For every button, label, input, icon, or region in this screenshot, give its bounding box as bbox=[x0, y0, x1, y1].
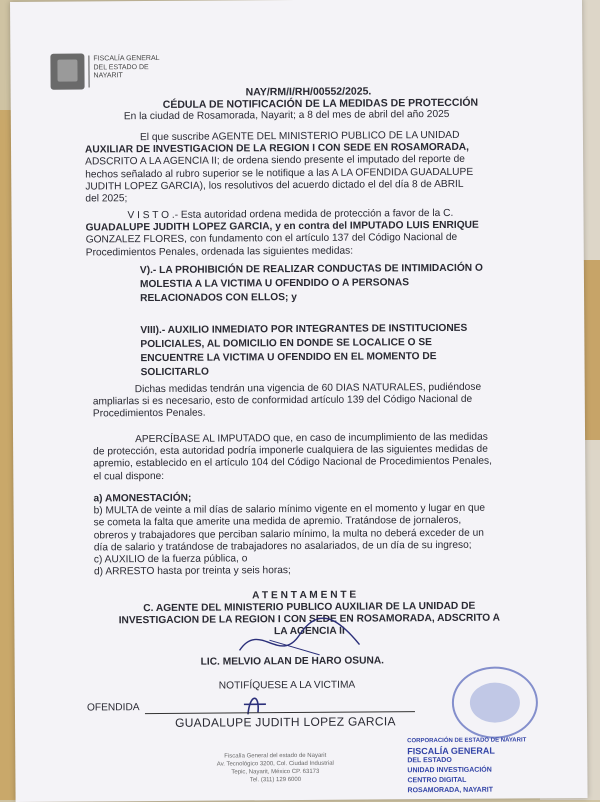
measure-viii bbox=[140, 321, 515, 380]
stamp-text bbox=[407, 735, 557, 796]
warning-line: APERCÍBASE AL IMPUTADO que, en caso de incumplimiento de las medidas bbox=[135, 431, 488, 446]
validity-line: ampliarlas si es necesario, esto de conformidad artículo 139 del Código Nacional de bbox=[92, 393, 473, 408]
intro-line: del 2025; bbox=[85, 193, 128, 205]
intro-line: JUDITH LOPEZ GARCIA), los resolutivos del acuerdo dictado el del día 8 de ABRIL bbox=[85, 178, 464, 193]
ofendida-name: GUADALUPE JUDITH LOPEZ GARCIA bbox=[174, 714, 396, 730]
list-item: obreros y trabajadores que perciban salario mínimo, la multa no deberá exceder de un bbox=[93, 527, 484, 542]
sanctions-list bbox=[93, 490, 524, 578]
seal-icon bbox=[50, 53, 84, 89]
logo-text bbox=[93, 55, 183, 81]
measure-v-line: V).- LA PROHIBICIÓN DE REALIZAR CONDUCTAS DE INTIMIDACIÓN O bbox=[139, 262, 483, 277]
footer-line: Tel. (311) 129 6000 bbox=[249, 776, 302, 784]
measure-v-line: MOLESTIA A LA VICTIMA U OFENDIDO O A PERSONAS bbox=[139, 277, 410, 291]
fiscalia-logo bbox=[50, 53, 190, 94]
stamp-line: ROSAMORADA, NAYARIT bbox=[407, 786, 493, 795]
visto-line: GONZALEZ FLORES, con fundamento con el artículo 137 del Código Nacional de bbox=[85, 232, 458, 246]
stamp-line: UNIDAD INVESTIGACIÓN bbox=[407, 766, 492, 775]
measure-viii-line: SOLICITARLO bbox=[140, 366, 209, 379]
victim-signature bbox=[240, 688, 270, 718]
footer-line: Av. Tecnológico 3200, Col. Ciudad Industrial bbox=[216, 760, 334, 768]
stamp-line: DEL ESTADO bbox=[407, 756, 452, 765]
place-date: En la ciudad de Rosamorada, Nayarit; a 8 del mes de abril del año 2025 bbox=[123, 108, 450, 123]
list-item: c) AUXILIO de la fuerza pública, o bbox=[93, 553, 248, 566]
logo-line: NAYARIT bbox=[93, 72, 123, 80]
warning-line: el cual dispone: bbox=[93, 470, 165, 483]
visto-paragraph bbox=[85, 207, 515, 259]
measure-v-line: RELACIONADOS CON ELLOS; y bbox=[140, 292, 297, 305]
authority-line: INVESTIGACION DE LA REGION I CON SEDE EN ROSAMORADA, ADSCRITO A bbox=[118, 612, 501, 627]
footer-line: Tepic, Nayarit, México CP. 63173 bbox=[231, 768, 320, 776]
footer-line: Fiscalía General del estado de Nayarit bbox=[224, 752, 327, 760]
visto-line: Procedimientos Penales, ordenada las siguientes medidas: bbox=[85, 245, 354, 259]
warning-paragraph bbox=[93, 431, 523, 483]
document-body bbox=[10, 0, 582, 795]
intro-line: AUXILIAR DE INVESTIGACION DE LA REGION I CON SEDE EN ROSAMORADA, bbox=[85, 141, 470, 156]
logo-line: FISCALÍA GENERAL bbox=[93, 54, 160, 63]
footer-address bbox=[205, 752, 345, 785]
stamp-line: CENTRO DIGITAL bbox=[407, 776, 467, 785]
authority-line: C. AGENTE DEL MINISTERIO PUBLICO AUXILIAR DE LA UNIDAD DE bbox=[143, 600, 476, 615]
stamp-seal-icon bbox=[470, 682, 520, 722]
intro-paragraph bbox=[85, 129, 516, 205]
signer-name: LIC. MELVIO ALAN DE HARO OSUNA. bbox=[200, 655, 385, 668]
document-title: CÉDULA DE NOTIFICACIÓN DE LA MEDIDAS DE PROTECCIÓN bbox=[162, 96, 479, 111]
notify-label: NOTIFÍQUESE A LA VICTIMA bbox=[218, 679, 356, 692]
stamp-line: CORPORACIÓN DE ESTADO DE NAYARIT bbox=[407, 737, 527, 745]
warning-line: apremio, establecido en el artículo 104 del Código Nacional de Procedimientos Penales, bbox=[93, 456, 492, 470]
validity-line: Dichas medidas tendrán una vigencia de 60 DIAS NATURALES, pudiéndose bbox=[134, 381, 482, 396]
list-item: se cometa la falta que amerite una medida de apremio. Tratándose de jornaleros, bbox=[93, 515, 462, 529]
official-stamp bbox=[452, 666, 539, 739]
stamp-line: FISCALÍA GENERAL bbox=[407, 745, 495, 757]
ofendida-label: OFENDIDA bbox=[86, 702, 140, 714]
measure-viii-line: VIII).- AUXILIO INMEDIATO POR INTEGRANTES DE INSTITUCIONES bbox=[140, 322, 468, 337]
logo-divider bbox=[88, 55, 89, 87]
visto-line: GUADALUPE JUDITH LOPEZ GARCIA, y en contra del IMPUTADO LUIS ENRIQUE bbox=[85, 219, 479, 234]
list-item: día de salario y tratándose de trabajadores no asalariados, de un día de su ingreso; bbox=[93, 539, 472, 554]
intro-line: El que suscribe AGENTE DEL MINISTERIO PUBLICO DE LA UNIDAD bbox=[139, 129, 460, 144]
list-item: a) AMONESTACIÓN; bbox=[93, 492, 192, 505]
file-number: NAY/RM/I/RH/00552/2025. bbox=[245, 85, 372, 99]
list-item: d) ARRESTO hasta por treinta y seis horas; bbox=[93, 565, 291, 578]
visto-line: V I S T O .- Esta autoridad ordena medida de protección a favor de la C. bbox=[127, 207, 454, 222]
measure-viii-line: POLICIALES, AL DOMICILIO EN DONDE SE LOCALICE O SE bbox=[140, 337, 432, 351]
authority-line: LA AGENCIA II bbox=[273, 626, 345, 638]
closing: A T E N T A M E N T E bbox=[252, 589, 357, 602]
logo-line: DEL ESTADO DE bbox=[93, 63, 149, 71]
measure-v bbox=[140, 261, 515, 306]
intro-line: hechos señalado al rubro superior se le notifique a las A LA OFENDIDA GUADALUPE bbox=[85, 166, 474, 181]
validity-line: Procedimientos Penales. bbox=[92, 408, 206, 420]
list-item: b) MULTA de veinte a mil días de salario mínimo vigente en el momento y lugar en que bbox=[93, 502, 486, 517]
measure-viii-line: ENCUENTRE LA VICTIMA U OFENDIDO EN EL MOMENTO DE bbox=[140, 351, 437, 365]
validity-paragraph bbox=[93, 381, 523, 421]
warning-line: de protección, esta autoridad podría imponerle cualquiera de las siguientes medidas de bbox=[93, 443, 488, 458]
intro-line: ADSCRITO A LA AGENCIA II; de ordena siendo presente el imputado del reporte de bbox=[85, 154, 465, 168]
document-page bbox=[10, 0, 588, 802]
